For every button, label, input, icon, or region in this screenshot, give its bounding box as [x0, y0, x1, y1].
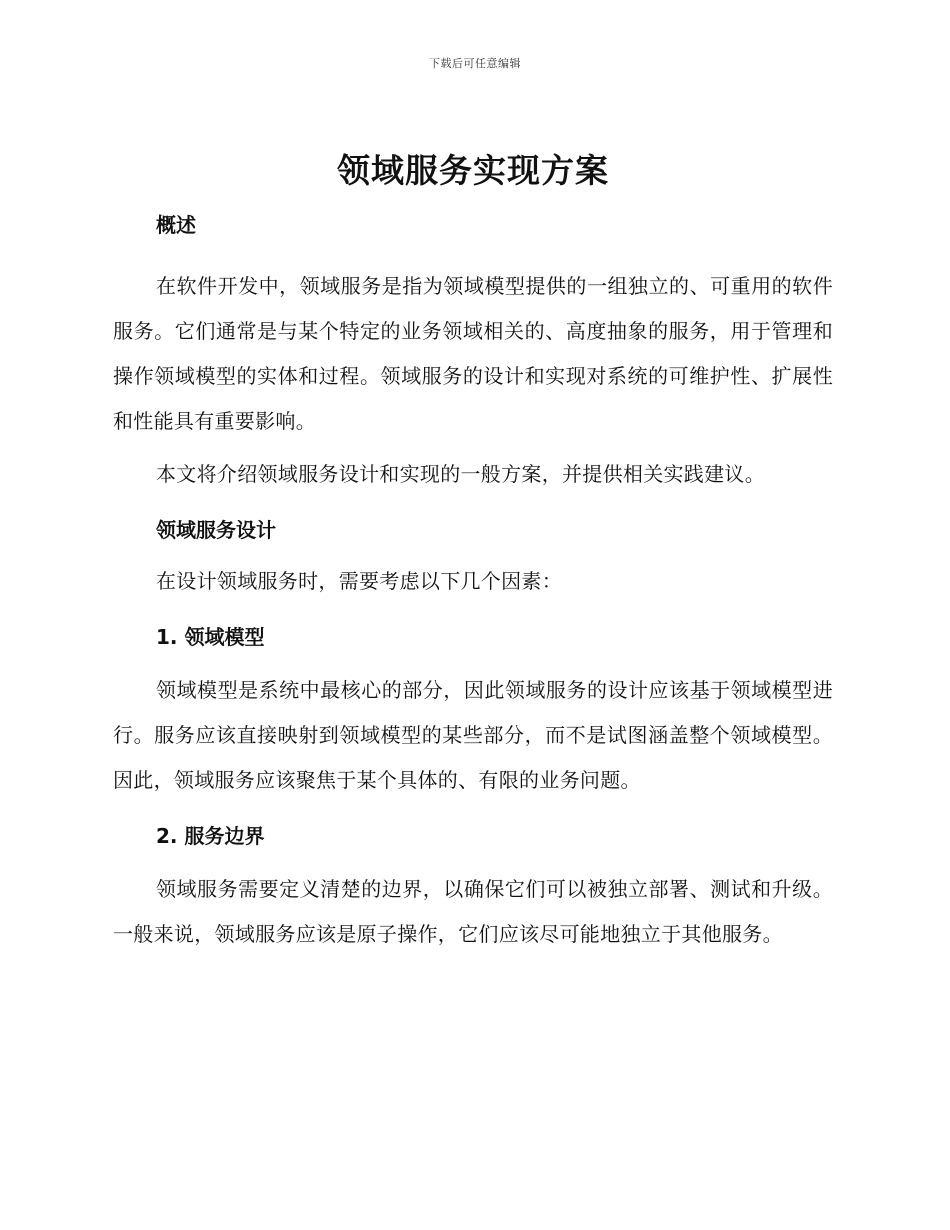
document-title: 领域服务实现方案 — [337, 151, 609, 190]
overview-paragraph-2: 本文将介绍领域服务设计和实现的一般方案，并提供相关实践建议。 — [156, 462, 765, 486]
document-body — [113, 148, 833, 957]
design-intro-paragraph: 在设计领域服务时，需要考虑以下几个因素： — [156, 569, 562, 593]
section-heading-design: 领域服务设计 — [156, 518, 276, 542]
section-heading-service-boundary: 2. 服务边界 — [156, 824, 265, 848]
section-heading-domain-model: 1. 领域模型 — [156, 625, 265, 649]
overview-paragraph-1: 在软件开发中，领域服务是指为领域模型提供的一组独立的、可重用的软件服务。它们通常是与某个特定的业务领域相关的、高度抽象的服务，用于管理和操作领域模型的实体和过程。领域服务的设计和实现对系统的可维护性、扩展性和性能具有重要影响。 — [113, 274, 833, 433]
domain-model-paragraph: 领域模型是系统中最核心的部分，因此领域服务的设计应该基于领域模型进行。服务应该直接映射到领域模型的某些部分，而不是试图涵盖整个领域模型。因此，领域服务应该聚焦于某个具体的、有限的业务问题。 — [113, 678, 833, 792]
section-heading-overview: 概述 — [156, 213, 196, 237]
page-header: 下载后可任意编辑 — [429, 57, 521, 70]
service-boundary-paragraph: 领域服务需要定义清楚的边界，以确保它们可以被独立部署、测试和升级。一般来说，领域服务应该是原子操作，它们应该尽可能地独立于其他服务。 — [113, 877, 833, 946]
